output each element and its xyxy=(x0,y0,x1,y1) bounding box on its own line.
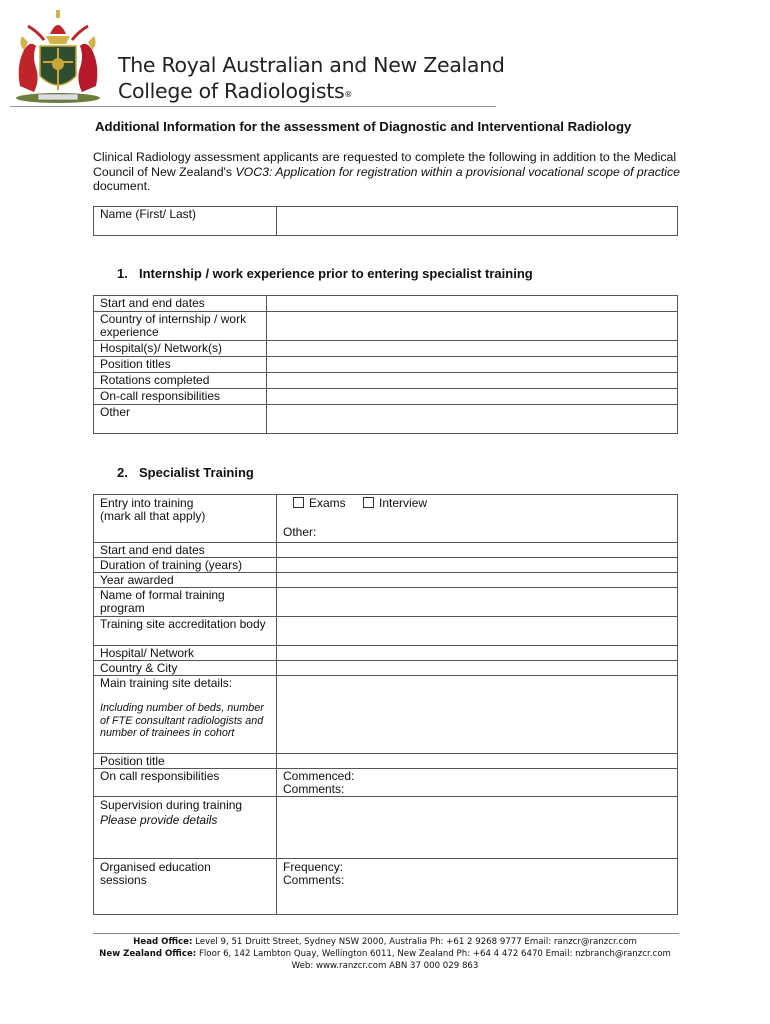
row-field[interactable] xyxy=(267,341,678,357)
supervision-label: Supervision during training xyxy=(100,798,243,812)
main-site-label-cell xyxy=(94,676,277,754)
internship-table xyxy=(93,295,678,434)
row-field[interactable] xyxy=(267,312,678,341)
row-label: Country of internship / work experience xyxy=(94,312,267,341)
footer xyxy=(0,936,770,972)
row-field[interactable] xyxy=(277,617,678,646)
main-site-label: Main training site details: xyxy=(100,676,233,690)
on-call-label: On call responsibilities xyxy=(94,769,277,797)
name-field[interactable] xyxy=(277,207,678,236)
head-office-label: Head Office: xyxy=(133,937,193,947)
nz-office-label: New Zealand Office: xyxy=(99,949,197,959)
footer-head-office xyxy=(0,936,770,948)
row-label: Training site accreditation body xyxy=(94,617,277,646)
row-label: Hospital(s)/ Network(s) xyxy=(94,341,267,357)
education-label-line2: sessions xyxy=(100,873,147,887)
entry-label-line2: (mark all that apply) xyxy=(100,509,206,523)
other-label: Other: xyxy=(283,525,317,539)
organization-name xyxy=(118,52,505,104)
section2-heading xyxy=(117,465,254,480)
interview-label: Interview xyxy=(379,496,428,510)
section1-heading xyxy=(117,266,533,281)
name-table xyxy=(93,206,678,236)
entry-label-line1: Entry into training xyxy=(100,496,194,510)
organization-name-line1: The Royal Australian and New Zealand xyxy=(118,53,505,77)
row-field[interactable] xyxy=(277,543,678,558)
row-label: Start and end dates xyxy=(94,296,267,312)
education-field[interactable] xyxy=(277,859,678,915)
row-label: Other xyxy=(94,405,267,434)
row-label: Duration of training (years) xyxy=(94,558,277,573)
row-field[interactable] xyxy=(267,405,678,434)
position-title-field[interactable] xyxy=(277,754,678,769)
education-label-line1: Organised education xyxy=(100,860,211,874)
coat-of-arms-logo xyxy=(10,6,106,104)
entry-field xyxy=(277,495,678,543)
section1-title: Internship / work experience prior to entering specialist training xyxy=(139,266,533,281)
form-title: Additional Information for the assessment of Diagnostic and Interventional Radiology xyxy=(95,119,632,134)
row-label: Name of formal training program xyxy=(94,588,277,617)
row-field[interactable] xyxy=(277,588,678,617)
section2-title: Specialist Training xyxy=(139,465,254,480)
section1-number: 1. xyxy=(117,266,128,281)
exams-checkbox[interactable] xyxy=(293,497,304,508)
interview-checkbox[interactable] xyxy=(363,497,374,508)
row-label: Country & City xyxy=(94,661,277,676)
specialist-training-table xyxy=(93,494,678,915)
row-field[interactable] xyxy=(277,661,678,676)
footer-web: Web: www.ranzcr.com ABN 37 000 029 863 xyxy=(291,961,479,971)
form-intro xyxy=(93,150,683,194)
intro-text-italic: VOC3: Application for registration within a provisional vocational scope of practice xyxy=(235,164,680,179)
organization-name-line2: College of Radiologists xyxy=(118,79,345,103)
row-label: Position titles xyxy=(94,357,267,373)
footer-nz-office xyxy=(0,948,770,960)
registered-mark: ® xyxy=(344,90,353,99)
comments-label: Comments: xyxy=(283,782,345,796)
commenced-label: Commenced: xyxy=(283,769,355,783)
row-label: Year awarded xyxy=(94,573,277,588)
main-site-field[interactable] xyxy=(277,676,678,754)
row-field[interactable] xyxy=(277,558,678,573)
frequency-label: Frequency: xyxy=(283,860,344,874)
footer-divider xyxy=(93,933,679,934)
header-divider xyxy=(10,106,496,107)
on-call-field[interactable] xyxy=(277,769,678,797)
position-title-label: Position title xyxy=(94,754,277,769)
section2-number: 2. xyxy=(117,465,128,480)
supervision-field[interactable] xyxy=(277,797,678,859)
supervision-note: Please provide details xyxy=(100,813,218,827)
entry-label xyxy=(94,495,277,543)
row-label: Hospital/ Network xyxy=(94,646,277,661)
nz-office-text: Floor 6, 142 Lambton Quay, Wellington 6011, New Zealand Ph: +64 4 472 6470 Email: nzbranch@ranzcr.com xyxy=(196,949,671,959)
row-field[interactable] xyxy=(267,389,678,405)
row-field[interactable] xyxy=(277,646,678,661)
main-site-note: Including number of beds, number of FTE consultant radiologists and number of trainees in cohort xyxy=(100,702,264,740)
intro-text-start: Clinical Radiology assessment applicants are requested to complete the following in addition to the Medical Council of New Zealand's xyxy=(93,150,677,179)
name-label: Name (First/ Last) xyxy=(94,207,277,236)
row-field[interactable] xyxy=(267,296,678,312)
row-field[interactable] xyxy=(267,373,678,389)
education-label-cell xyxy=(94,859,277,915)
head-office-text: Level 9, 51 Druitt Street, Sydney NSW 2000, Australia Ph: +61 2 9268 9777 Email: ranzcr@ranzcr.com xyxy=(192,937,637,947)
row-field[interactable] xyxy=(277,573,678,588)
row-label: Start and end dates xyxy=(94,543,277,558)
intro-text-end: document. xyxy=(93,179,151,193)
row-label: Rotations completed xyxy=(94,373,267,389)
supervision-label-cell xyxy=(94,797,277,859)
row-field[interactable] xyxy=(267,357,678,373)
row-label: On-call responsibilities xyxy=(94,389,267,405)
exams-label: Exams xyxy=(309,496,346,510)
comments-label-2: Comments: xyxy=(283,873,345,887)
